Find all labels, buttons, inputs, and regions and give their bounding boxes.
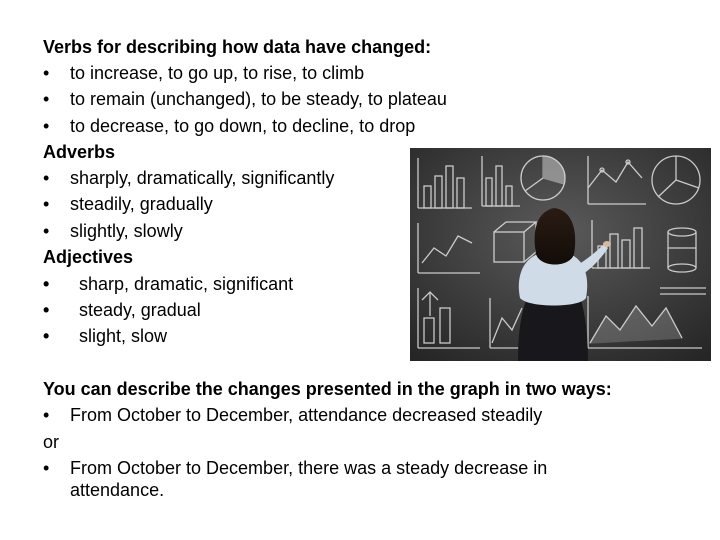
adjective-text: slight, slow [79, 326, 168, 346]
adverb-text: slightly, slowly [70, 221, 183, 241]
bullet: • [43, 405, 50, 425]
adverb-text: steadily, gradually [70, 194, 213, 214]
heading-adjectives: Adjectives [43, 247, 134, 267]
heading-two-ways: You can describe the changes presented in the graph in two ways: [43, 379, 612, 399]
heading-verbs: Verbs for describing how data have changed: [43, 37, 432, 57]
verb-text: to increase, to go up, to rise, to climb [70, 63, 365, 83]
example-text: From October to December, there was a steady decrease in [70, 458, 548, 478]
bullet: • [43, 221, 50, 241]
bullet: • [43, 63, 50, 83]
bullet: • [43, 326, 50, 346]
chalkboard-illustration [410, 148, 711, 361]
or-text: or [43, 432, 60, 452]
bullet: • [43, 458, 50, 478]
bullet: • [43, 194, 50, 214]
bullet: • [43, 168, 50, 188]
bullet: • [43, 116, 50, 136]
bullet: • [43, 274, 50, 294]
example-text: From October to December, attendance decreased steadily [70, 405, 543, 425]
example-continuation: attendance. [70, 480, 165, 500]
adverb-text: sharply, dramatically, significantly [70, 168, 335, 188]
verb-text: to decrease, to go down, to decline, to drop [70, 116, 416, 136]
heading-adverbs: Adverbs [43, 142, 116, 162]
bullet: • [43, 300, 50, 320]
adjective-text: sharp, dramatic, significant [79, 274, 294, 294]
adjective-text: steady, gradual [79, 300, 201, 320]
bullet: • [43, 89, 50, 109]
verb-text: to remain (unchanged), to be steady, to plateau [70, 89, 447, 109]
